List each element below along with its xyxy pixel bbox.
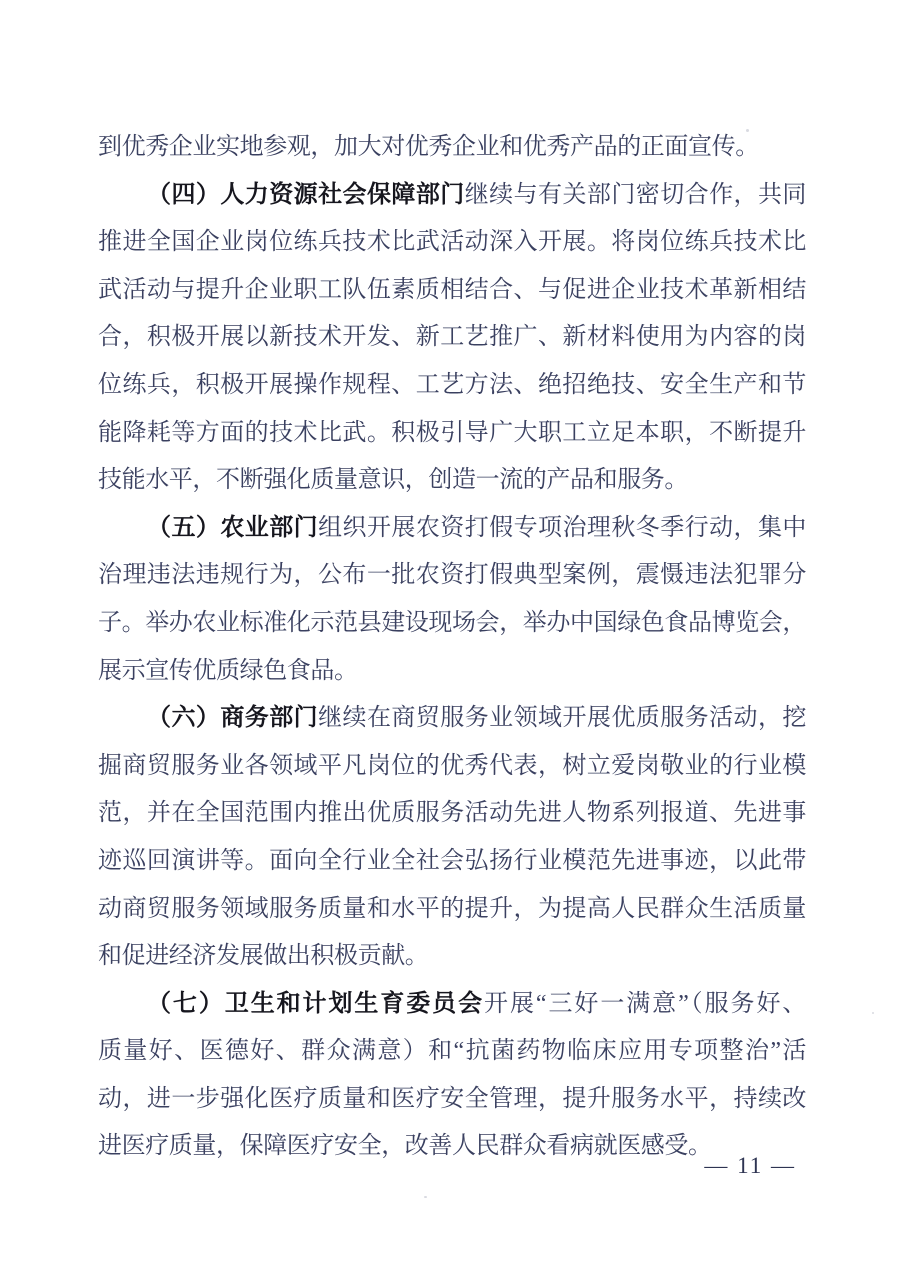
section-heading-5: （五）农业部门 [147,514,319,541]
text-line: 范，并在全国范围内推出优质服务活动先进人物系列报道、先进事 [98,800,806,827]
text-line: 展示宣传优质绿色食品。 [98,657,358,684]
document-body [98,124,806,1171]
page-number: — 11 — [704,1153,796,1178]
section-heading-6: （六）商务部门 [147,705,319,732]
scan-speck [746,129,749,132]
text-line: 治理违法违规行为，公布一批农资打假典型案例，震慑违法犯罪分 [98,562,806,589]
section-heading-4: （四）人力资源社会保障部门 [147,181,465,208]
text-line: 子。举办农业标准化示范县建设现场会，举办中国绿色食品博览会， [98,609,806,636]
text-line: 动商贸服务领域服务质量和水平的提升，为提高人民群众生活质量 [98,895,806,922]
line-text: 组织开展农资打假专项治理秋冬季行动，集中 [318,514,806,541]
text-line: 动，进一步强化医疗质量和医疗安全管理，提升服务水平，持续改 [98,1085,806,1112]
text-line: 质量好、医德好、群众满意）和“抗菌药物临床应用专项整治”活 [98,1038,806,1065]
text-line: 武活动与提升企业职工队伍素质相结合、与促进企业技术革新相结 [98,276,806,303]
text-line [98,695,806,743]
text-line [98,981,806,1029]
text-line: 迹巡回演讲等。面向全行业全社会弘扬行业模范先进事迹，以此带 [98,847,806,874]
text-line: 到优秀企业实地参观，加大对优秀企业和优秀产品的正面宣传。 [98,134,759,160]
text-line: 位练兵，积极开展操作规程、工艺方法、绝招绝技、安全生产和节 [98,371,806,398]
text-line: 推进全国企业岗位练兵技术比武活动深入开展。将岗位练兵技术比 [98,229,806,256]
section-heading-7: （七）卫生和计划生育委员会 [147,990,485,1017]
text-line [98,505,806,553]
text-line: 合，积极开展以新技术开发、新工艺推广、新材料使用为内容的岗 [98,324,806,351]
line-text: 开展“三好一满意”（服务好、 [484,990,806,1017]
text-line: 掘商贸服务业各领域平凡岗位的优秀代表，树立爱岗敬业的行业模 [98,752,806,779]
text-line: 进医疗质量，保障医疗安全，改善人民群众看病就医感受。 [98,1133,712,1160]
line-text: 继续与有关部门密切合作，共同 [464,181,806,208]
line-text: 继续在商贸服务业领域开展优质服务活动，挖 [318,705,806,732]
text-line: 和促进经济发展做出积极贡献。 [98,943,429,970]
text-line [98,172,806,220]
text-line: 技能水平，不断强化质量意识，创造一流的产品和服务。 [98,467,688,494]
scan-speck [872,1012,874,1014]
text-line: 能降耗等方面的技术比武。积极引导广大职工立足本职，不断提升 [98,419,806,446]
scan-speck [424,1196,427,1198]
